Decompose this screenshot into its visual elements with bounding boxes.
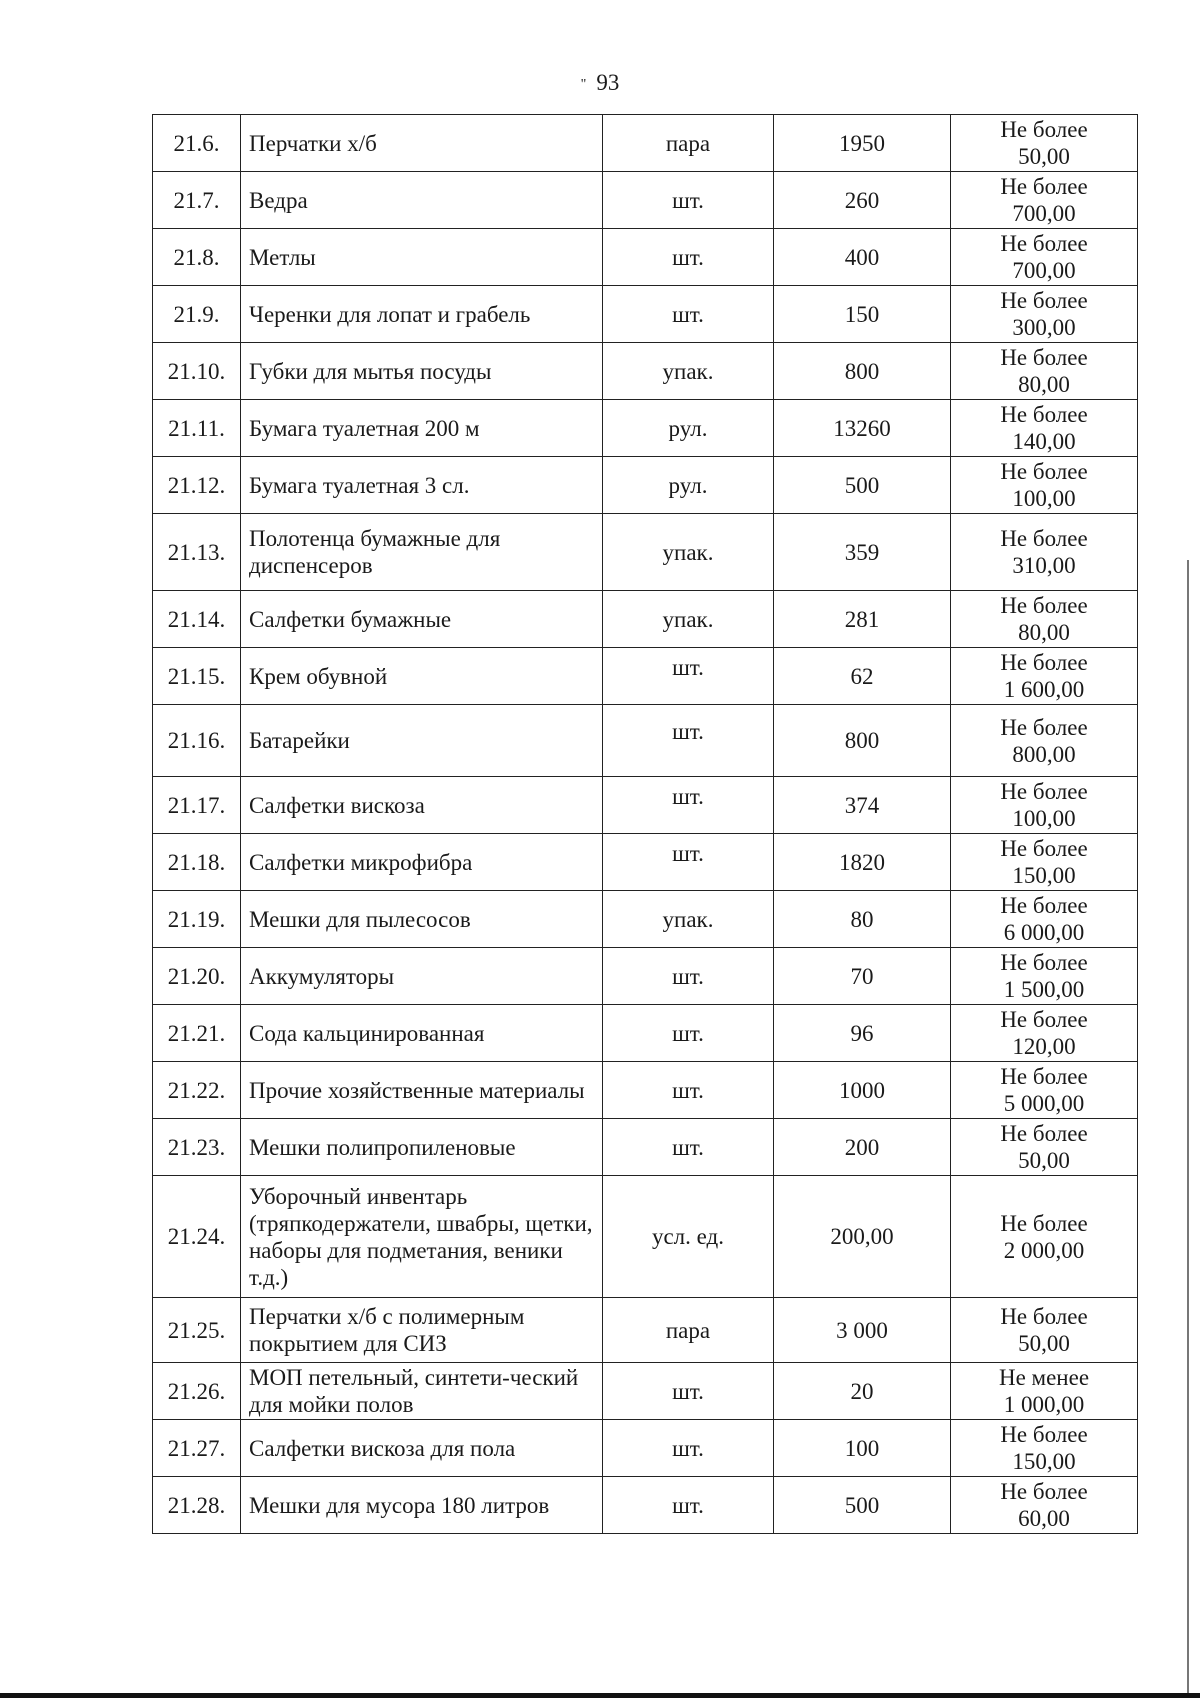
price-value: 6 000,00 [1003,920,1085,945]
item-name: Бумага туалетная 3 сл. [241,457,603,514]
item-unit-text: упак. [662,358,714,384]
table-row [153,777,1138,834]
price-value: 310,00 [1012,553,1076,578]
item-quantity: 3 000 [774,1298,951,1363]
item-name: Уборочный инвентарь (тряпкодержатели, швабры, щетки, наборы для подметания, веники т.д.) [241,1176,603,1298]
item-price [951,591,1138,648]
row-number: 21.14. [153,591,241,648]
price-value: 150,00 [1012,1449,1076,1474]
item-name: Салфетки микрофибра [241,834,603,891]
item-price [951,777,1138,834]
price-value: 300,00 [1012,315,1076,340]
item-unit-text: шт. [672,783,704,809]
item-unit-text: шт. [672,719,704,744]
price-qualifier: Не более [1000,650,1088,675]
item-unit-text: шт. [672,1077,704,1103]
item-price [951,286,1138,343]
item-quantity: 100 [774,1420,951,1477]
item-unit [603,286,774,343]
price-value: 50,00 [1018,1148,1070,1173]
item-price [951,1477,1138,1534]
item-unit-text: шт. [672,1378,704,1404]
price-qualifier: Не более [1000,1007,1088,1032]
item-unit [603,1420,774,1477]
table-row [153,400,1138,457]
price-qualifier: Не более [1000,345,1088,370]
page-bottom-line [0,1693,1200,1698]
item-unit [603,1176,774,1298]
row-number: 21.21. [153,1005,241,1062]
price-qualifier: Не более [1000,288,1088,313]
price-qualifier: Не более [1000,893,1088,918]
item-unit [603,343,774,400]
item-unit-text: упак. [662,606,714,632]
table-row [153,172,1138,229]
price-qualifier: Не более [1000,836,1088,861]
item-name: Аккумуляторы [241,948,603,1005]
price-value: 800,00 [1012,741,1076,767]
item-name: Перчатки х/б с полимерным покрытием для СИЗ [241,1298,603,1363]
item-unit [603,514,774,591]
price-value: 1 500,00 [1003,977,1085,1002]
item-quantity: 281 [774,591,951,648]
price-value: 50,00 [1018,1331,1070,1356]
table-row [153,229,1138,286]
item-price [951,172,1138,229]
table-row [153,1420,1138,1477]
row-number: 21.12. [153,457,241,514]
item-price [951,705,1138,777]
price-qualifier: Не более [1000,714,1088,740]
item-price [951,115,1138,172]
item-quantity: 1000 [774,1062,951,1119]
page-number-value: 93 [596,70,620,95]
table-row [153,834,1138,891]
item-quantity: 260 [774,172,951,229]
row-number: 21.20. [153,948,241,1005]
item-quantity: 500 [774,1477,951,1534]
item-name: Салфетки бумажные [241,591,603,648]
item-unit [603,1363,774,1420]
price-value: 1 000,00 [1003,1392,1085,1417]
table-row [153,1176,1138,1298]
item-unit [603,834,774,891]
item-quantity: 70 [774,948,951,1005]
item-quantity: 62 [774,648,951,705]
row-number: 21.8. [153,229,241,286]
table-row [153,648,1138,705]
price-value: 1 600,00 [1003,677,1085,702]
item-name: Салфетки вискоза [241,777,603,834]
item-name: Сода кальцинированная [241,1005,603,1062]
item-name: Полотенца бумажные для диспенсеров [241,514,603,591]
item-price [951,1005,1138,1062]
item-quantity: 400 [774,229,951,286]
price-value: 700,00 [1012,258,1076,283]
price-qualifier: Не более [1000,1064,1088,1089]
item-name: МОП петельный, синтети-ческий для мойки полов [241,1363,603,1420]
row-number: 21.9. [153,286,241,343]
item-price [951,834,1138,891]
item-unit [603,891,774,948]
item-unit [603,648,774,705]
item-name: Черенки для лопат и грабель [241,286,603,343]
item-unit-text: пара [665,130,711,156]
item-quantity: 200,00 [774,1176,951,1298]
item-price [951,1119,1138,1176]
item-quantity: 1950 [774,115,951,172]
price-qualifier: Не более [1000,526,1088,551]
price-qualifier: Не более [1000,174,1088,199]
price-qualifier: Не более [1000,950,1088,975]
item-name: Крем обувной [241,648,603,705]
item-unit-text: усл. ед. [651,1224,725,1249]
table-row [153,948,1138,1005]
price-qualifier: Не более [1000,593,1088,618]
item-price [951,1176,1138,1298]
item-name: Мешки для мусора 180 литров [241,1477,603,1534]
price-value: 150,00 [1012,863,1076,888]
item-unit-text: упак. [662,539,714,565]
item-price [951,891,1138,948]
price-value: 100,00 [1012,486,1076,511]
item-unit [603,1005,774,1062]
price-value: 50,00 [1018,144,1070,169]
page-number [0,70,1200,96]
price-value: 60,00 [1018,1506,1070,1531]
item-unit [603,591,774,648]
item-unit [603,948,774,1005]
item-unit-text: упак. [662,906,714,932]
price-qualifier: Не более [1000,1304,1088,1329]
item-unit [603,1298,774,1363]
item-price [951,1298,1138,1363]
price-qualifier: Не более [1000,1210,1088,1236]
table-row [153,343,1138,400]
page-edge-line [1187,560,1189,1693]
item-unit [603,1062,774,1119]
item-price [951,457,1138,514]
price-qualifier: Не более [1000,402,1088,427]
item-quantity: 800 [774,705,951,777]
row-number: 21.15. [153,648,241,705]
item-unit-text: рул. [668,472,708,498]
item-quantity: 800 [774,343,951,400]
item-price [951,514,1138,591]
item-quantity: 13260 [774,400,951,457]
item-price [951,948,1138,1005]
price-qualifier: Не более [1000,1479,1088,1504]
table-row [153,457,1138,514]
row-number: 21.18. [153,834,241,891]
item-unit [603,400,774,457]
price-qualifier: Не более [1000,117,1088,142]
row-number: 21.16. [153,705,241,777]
item-name: Губки для мытья посуды [241,343,603,400]
item-quantity: 20 [774,1363,951,1420]
item-quantity: 500 [774,457,951,514]
item-quantity: 96 [774,1005,951,1062]
item-unit-text: шт. [672,1020,704,1046]
row-number: 21.13. [153,514,241,591]
price-value: 5 000,00 [1003,1091,1085,1116]
item-unit-text: шт. [672,1435,704,1461]
item-unit [603,172,774,229]
row-number: 21.23. [153,1119,241,1176]
item-price [951,1062,1138,1119]
item-name: Метлы [241,229,603,286]
price-value: 100,00 [1012,806,1076,831]
row-number: 21.11. [153,400,241,457]
row-number: 21.6. [153,115,241,172]
row-number: 21.22. [153,1062,241,1119]
price-qualifier: Не более [1000,231,1088,256]
row-number: 21.28. [153,1477,241,1534]
page-marks: " [580,77,587,92]
item-unit-text: шт. [672,1134,704,1160]
item-name: Салфетки вискоза для пола [241,1420,603,1477]
item-price [951,1363,1138,1420]
item-unit-text: шт. [672,1492,704,1518]
price-qualifier: Не более [1000,779,1088,804]
table-row [153,115,1138,172]
item-name: Мешки полипропиленовые [241,1119,603,1176]
item-unit [603,229,774,286]
price-value: 140,00 [1012,429,1076,454]
item-name: Прочие хозяйственные материалы [241,1062,603,1119]
item-unit [603,115,774,172]
table-row [153,286,1138,343]
table-row [153,1062,1138,1119]
row-number: 21.26. [153,1363,241,1420]
item-unit-text: шт. [672,187,704,213]
item-name: Бумага туалетная 200 м [241,400,603,457]
item-quantity: 359 [774,514,951,591]
item-quantity: 200 [774,1119,951,1176]
table-row [153,705,1138,777]
items-table [152,114,1138,1534]
item-unit [603,777,774,834]
row-number: 21.10. [153,343,241,400]
price-value: 2 000,00 [1003,1237,1085,1263]
item-price [951,648,1138,705]
item-quantity: 1820 [774,834,951,891]
price-value: 120,00 [1012,1034,1076,1059]
item-name: Перчатки х/б [241,115,603,172]
row-number: 21.25. [153,1298,241,1363]
row-number: 21.24. [153,1176,241,1298]
price-value: 80,00 [1018,620,1070,645]
item-quantity: 374 [774,777,951,834]
row-number: 21.17. [153,777,241,834]
table-row [153,514,1138,591]
item-unit [603,705,774,777]
item-price [951,229,1138,286]
table-row [153,891,1138,948]
item-unit [603,1477,774,1534]
item-quantity: 80 [774,891,951,948]
item-unit-text: пара [665,1317,711,1343]
table-row [153,1005,1138,1062]
table-row [153,1119,1138,1176]
item-name: Ведра [241,172,603,229]
item-price [951,400,1138,457]
row-number: 21.19. [153,891,241,948]
item-unit-text: рул. [668,415,708,441]
item-unit-text: шт. [672,840,704,866]
item-unit-text: шт. [672,244,704,270]
table-row [153,591,1138,648]
table-row [153,1298,1138,1363]
price-qualifier: Не более [1000,459,1088,484]
row-number: 21.7. [153,172,241,229]
price-qualifier: Не более [1000,1422,1088,1447]
item-unit-text: шт. [672,654,704,680]
table-row [153,1363,1138,1420]
item-price [951,1420,1138,1477]
row-number: 21.27. [153,1420,241,1477]
item-unit-text: шт. [672,301,704,327]
item-quantity: 150 [774,286,951,343]
table-row [153,1477,1138,1534]
item-price [951,343,1138,400]
item-name: Батарейки [241,705,603,777]
price-value: 700,00 [1012,201,1076,226]
price-qualifier: Не менее [998,1365,1090,1390]
item-unit [603,1119,774,1176]
item-unit [603,457,774,514]
price-value: 80,00 [1018,372,1070,397]
item-unit-text: шт. [672,963,704,989]
price-qualifier: Не более [1000,1121,1088,1146]
item-name: Мешки для пылесосов [241,891,603,948]
